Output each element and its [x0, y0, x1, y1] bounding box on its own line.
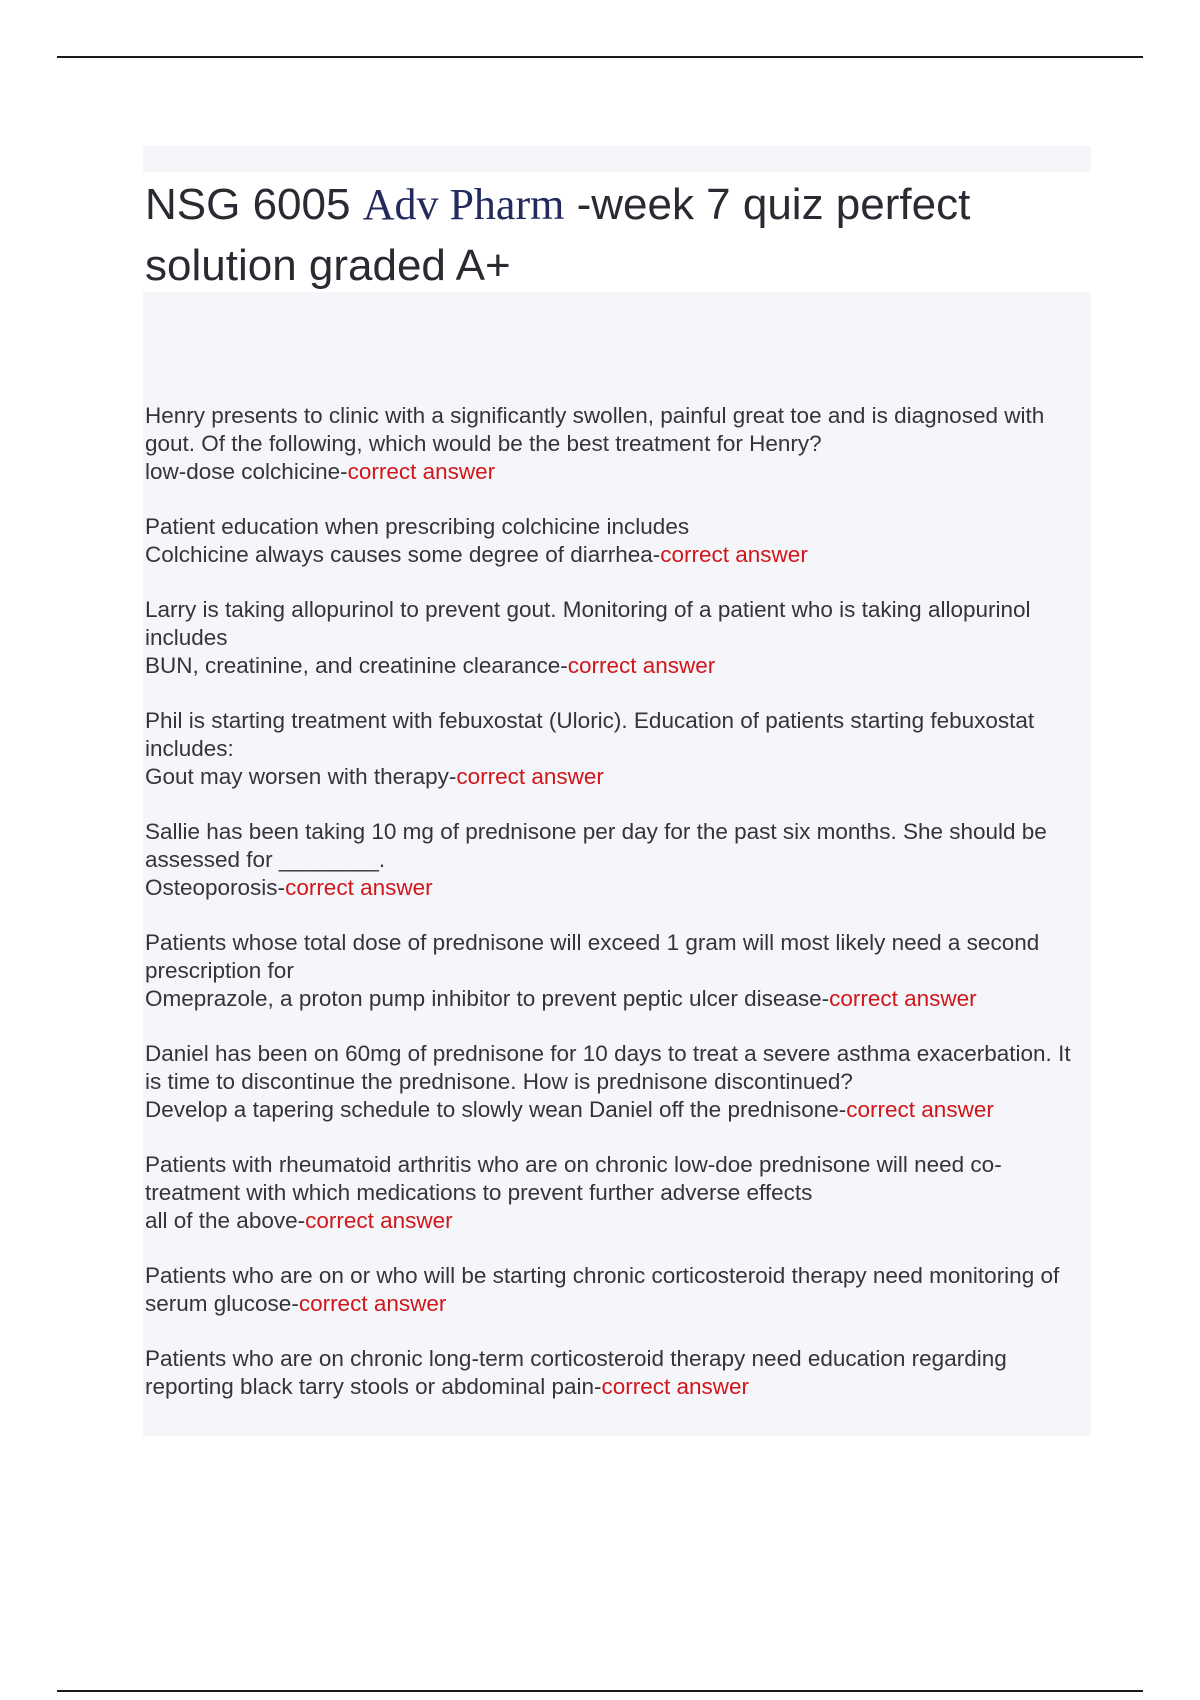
qa-item-9: [145, 1262, 1090, 1318]
correct-answer-marker: correct answer: [347, 459, 496, 484]
question-text: Patient education when prescribing colchicine includes: [145, 514, 690, 539]
question-text: Patients with rheumatoid arthritis who are on chronic low-doe prednisone will need co-treatment with which medications to prevent further adverse effects: [145, 1152, 1002, 1205]
question-text: Larry is taking allopurinol to prevent gout. Monitoring of a patient who is taking allopurinol includes: [145, 597, 1031, 650]
footer-rule: [57, 1690, 1143, 1692]
correct-answer-marker: correct answer: [456, 764, 604, 789]
qa-item-1: [145, 402, 1090, 486]
correct-answer-marker: correct answer: [601, 1374, 750, 1399]
document-title: [145, 174, 1085, 296]
correct-answer-marker: correct answer: [829, 986, 977, 1011]
qa-item-4: [145, 707, 1090, 791]
answer-text: Colchicine always causes some degree of diarrhea-: [145, 542, 661, 567]
correct-answer-marker: correct answer: [567, 653, 716, 678]
correct-answer-marker: correct answer: [285, 875, 433, 900]
answer-text: Osteoporosis-: [145, 875, 286, 900]
qa-item-2: [145, 513, 1090, 569]
answer-text: Omeprazole, a proton pump inhibitor to prevent peptic ulcer disease-: [145, 986, 830, 1011]
answer-text: Develop a tapering schedule to slowly wean Daniel off the prednisone-: [145, 1097, 847, 1122]
question-text: Henry presents to clinic with a significantly swollen, painful great toe and is diagnosed with gout. Of the following, which would be the best treatment for Henry?: [145, 403, 1045, 456]
title-course-name: Adv Pharm: [362, 180, 565, 229]
question-text: Patients whose total dose of prednisone will exceed 1 gram will most likely need a second prescription for: [145, 930, 1040, 983]
answer-text: BUN, creatinine, and creatinine clearance-: [145, 653, 568, 678]
question-text: Daniel has been on 60mg of prednisone for 10 days to treat a severe asthma exacerbation. It is time to discontinue the prednisone. How is prednisone discontinued?: [145, 1041, 1071, 1094]
qa-list: [145, 402, 1090, 1428]
correct-answer-marker: correct answer: [298, 1291, 447, 1316]
correct-answer-marker: correct answer: [305, 1208, 453, 1233]
correct-answer-marker: correct answer: [846, 1097, 994, 1122]
qa-item-10: [145, 1345, 1090, 1401]
title-course-code: NSG 6005: [145, 180, 363, 229]
qa-item-8: [145, 1151, 1090, 1235]
qa-item-3: [145, 596, 1090, 680]
question-text: Phil is starting treatment with febuxostat (Uloric). Education of patients starting febuxostat includes:: [145, 708, 1035, 761]
correct-answer-marker: correct answer: [660, 542, 808, 567]
question-text: Sallie has been taking 10 mg of prednisone per day for the past six months. She should be assessed for ________.: [145, 819, 1047, 872]
answer-text: all of the above-: [145, 1208, 306, 1233]
qa-item-6: [145, 929, 1090, 1013]
qa-item-7: [145, 1040, 1090, 1124]
qa-item-5: [145, 818, 1090, 902]
question-text: Patients who are on or who will be starting chronic corticosteroid therapy need monitoring of: [145, 1263, 1060, 1288]
title-description: -week 7 quiz perfect solution graded A+: [145, 180, 971, 290]
title-band: [143, 146, 1091, 172]
answer-text: serum glucose-: [145, 1291, 299, 1316]
answer-text: Patients who are on chronic long-term corticosteroid therapy need education regarding reporting black tarry stools or abdominal pain-: [145, 1346, 1007, 1399]
answer-text: low-dose colchicine-: [145, 459, 348, 484]
answer-text: Gout may worsen with therapy-: [145, 764, 457, 789]
header-rule: [57, 56, 1143, 58]
